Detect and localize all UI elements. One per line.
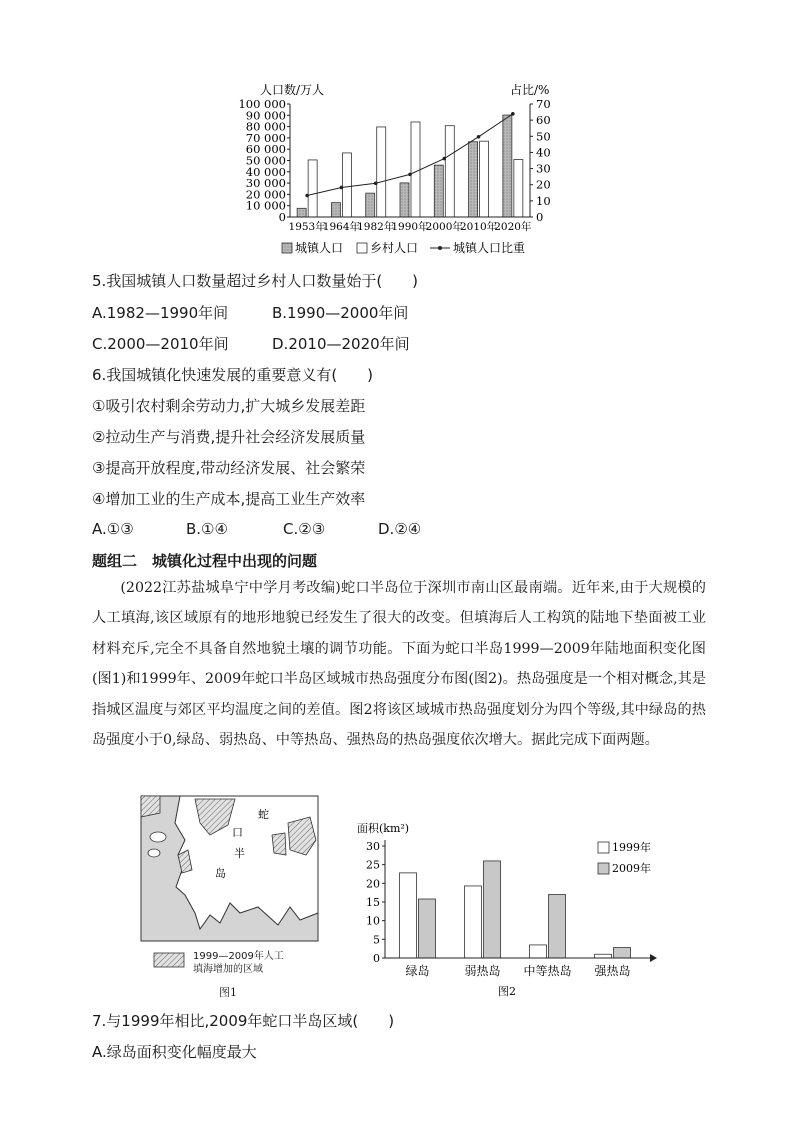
right-tick-label: 0 — [536, 210, 544, 224]
map-legend-label: 1999—2009年人工填海增加的区域 — [193, 951, 284, 975]
legend-urban-swatch — [282, 243, 292, 253]
reclaimed-area-east2 — [272, 833, 286, 855]
ratio-point — [340, 186, 344, 190]
chart2-category-label: 中等热岛 — [523, 964, 572, 978]
legend-urban-label: 城镇人口 — [295, 241, 344, 255]
chart2-category-label: 绿岛 — [405, 964, 430, 978]
chart2-legend-2009-label: 2009年 — [612, 862, 651, 875]
left-tick-label: 40 000 — [245, 164, 286, 179]
land-mass — [175, 796, 318, 929]
right-tick-label: 10 — [536, 193, 551, 208]
right-tick-label: 60 — [536, 113, 551, 128]
chart2-tick-label: 0 — [373, 952, 380, 965]
map-label-2: 口 — [232, 826, 243, 839]
category-label: 1982年 — [357, 221, 395, 233]
rural-bar — [445, 126, 454, 217]
q6-option-d: D.②④ — [378, 520, 422, 538]
left-axis-label: 人口数/万人 — [260, 83, 325, 97]
chart2-legend-1999-label: 1999年 — [612, 841, 651, 854]
left-tick-label: 90 000 — [245, 108, 286, 123]
urban-bar — [469, 142, 478, 217]
left-tick-label: 60 000 — [245, 142, 286, 157]
left-tick-label: 100 000 — [238, 97, 286, 111]
bar-1999 — [400, 873, 417, 958]
heat-island-chart — [355, 818, 665, 1003]
rural-bar — [514, 159, 523, 217]
left-tick-label: 50 000 — [245, 153, 286, 168]
right-tick-label: 30 — [536, 161, 551, 176]
map-label-4: 岛 — [215, 867, 226, 880]
bar-2009 — [614, 948, 631, 958]
q6-option-b: B.①④ — [186, 520, 228, 538]
left-tick-label: 80 000 — [245, 119, 286, 134]
right-tick-label: 40 — [536, 145, 551, 160]
q6-option-c: C.②③ — [283, 520, 326, 538]
ratio-point — [305, 194, 309, 198]
q6-item-1: ①吸引农村剩余劳动力,扩大城乡发展差距 — [92, 397, 366, 415]
rural-bar — [411, 122, 420, 217]
group2-heading: 题组二 城镇化过程中出现的问题 — [92, 552, 318, 570]
ratio-point — [511, 112, 515, 116]
chart2-tick-label: 25 — [366, 858, 380, 872]
legend-ratio-label: 城镇人口比重 — [453, 241, 526, 255]
q6-item-3: ③提高开放程度,带动经济发展、社会繁荣 — [92, 459, 366, 477]
category-label: 2010年 — [459, 221, 498, 233]
right-tick-label: 50 — [536, 129, 551, 144]
urban-bar — [366, 193, 375, 217]
chart2-x-arrow — [650, 954, 657, 962]
category-label: 2000年 — [425, 221, 463, 233]
q5-option-c: C.2000—2010年间 — [92, 335, 229, 353]
q5-option-a: A.1982—1990年间 — [92, 304, 229, 322]
fig1-caption: 图1 — [219, 986, 237, 999]
q5-option-b: B.1990—2000年间 — [272, 304, 409, 322]
ratio-point — [408, 173, 412, 177]
island-1 — [150, 832, 166, 842]
chart2-tick-label: 20 — [366, 877, 380, 891]
map-legend-swatch — [154, 953, 184, 967]
category-label: 1964年 — [322, 221, 361, 233]
reclaimed-area-top — [141, 796, 160, 817]
bar-2009 — [484, 861, 501, 958]
island-2 — [148, 849, 160, 857]
category-label: 1990年 — [391, 221, 429, 233]
group2-paragraph: (2022江苏盐城阜宁中学月考改编)蛇口半岛位于深圳市南山区最南端。近年来,由于大规模的人工填海,该区域原有的地形地貌已经发生了很大的改变。但填海后人工构筑的陆地下垫面被工业材料充斥,完全不具备自然地貌土壤的调节功能。下面为蛇口半岛1999—2009年陆地面积变化图(图1)和1999年、2009年蛇口半岛区域城市热岛强度分布图(图2)。热岛强度是一个相对概念,其是指城区温度与郊区平均温度之间的差值。图2将该区域城市热岛强度划分为四个等级,其中绿岛的热岛强度小于0,绿岛、弱热岛、中等热岛、强热岛的热岛强度依次增大。据此完成下面两题。 — [92, 580, 706, 749]
rural-bar — [480, 141, 489, 217]
q6-item-4: ④增加工业的生产成本,提高工业生产效率 — [92, 490, 366, 508]
q7-stem: 7.与1999年相比,2009年蛇口半岛区域( ) — [92, 1012, 395, 1030]
bar-2009 — [419, 899, 436, 958]
legend-rural-swatch — [357, 243, 367, 253]
bar-1999 — [465, 886, 482, 958]
left-tick-label: 0 — [278, 210, 286, 224]
q6-stem: 6.我国城镇化快速发展的重要意义有( ) — [92, 366, 374, 384]
right-tick-label: 70 — [536, 97, 551, 111]
q6-item-2: ②拉动生产与消费,提升社会经济发展质量 — [92, 428, 366, 446]
left-tick-label: 10 000 — [245, 198, 286, 213]
map-label-3: 半 — [234, 847, 245, 860]
map-label-1: 蛇 — [258, 808, 269, 821]
fig2-caption: 图2 — [498, 985, 516, 998]
chart2-ylabel: 面积(km²) — [357, 822, 410, 835]
right-axis-label: 占比/% — [510, 83, 550, 97]
legend-ratio-dot — [438, 246, 442, 250]
rural-bar — [342, 153, 351, 217]
rural-bar — [308, 160, 317, 217]
left-tick-label: 20 000 — [245, 187, 286, 202]
q5-option-d: D.2010—2020年间 — [272, 335, 410, 353]
chart2-tick-label: 10 — [366, 914, 380, 928]
ratio-point — [477, 135, 481, 139]
ratio-point — [442, 157, 446, 161]
bar-2009 — [549, 895, 566, 958]
bar-1999 — [595, 954, 612, 958]
urban-bar — [434, 165, 443, 217]
urban-bar — [400, 183, 409, 217]
category-label: 2020年 — [494, 221, 532, 233]
chart2-legend-2009-swatch — [598, 863, 609, 874]
urban-bar — [331, 203, 340, 217]
chart2-category-label: 强热岛 — [594, 964, 631, 978]
right-tick-label: 20 — [536, 177, 551, 192]
chart2-tick-label: 15 — [366, 896, 380, 909]
chart2-tick-label: 30 — [366, 840, 380, 853]
urban-bar — [297, 208, 306, 217]
urban-bar — [503, 115, 512, 217]
q5-stem: 5.我国城镇人口数量超过乡村人口数量始于( ) — [92, 272, 419, 290]
bar-1999 — [530, 945, 547, 958]
left-tick-label: 70 000 — [245, 130, 286, 145]
left-tick-label: 30 000 — [245, 176, 286, 191]
chart2-legend-1999-swatch — [598, 842, 609, 853]
population-chart — [230, 78, 560, 258]
chart2-category-label: 弱热岛 — [464, 964, 501, 978]
rural-bar — [377, 127, 386, 217]
q7-option-a: A.绿岛面积变化幅度最大 — [92, 1043, 257, 1061]
legend-rural-label: 乡村人口 — [370, 241, 419, 255]
q6-option-a: A.①③ — [92, 520, 134, 538]
category-label: 1953年 — [288, 221, 326, 233]
chart2-tick-label: 5 — [373, 933, 380, 947]
ratio-point — [374, 181, 378, 185]
